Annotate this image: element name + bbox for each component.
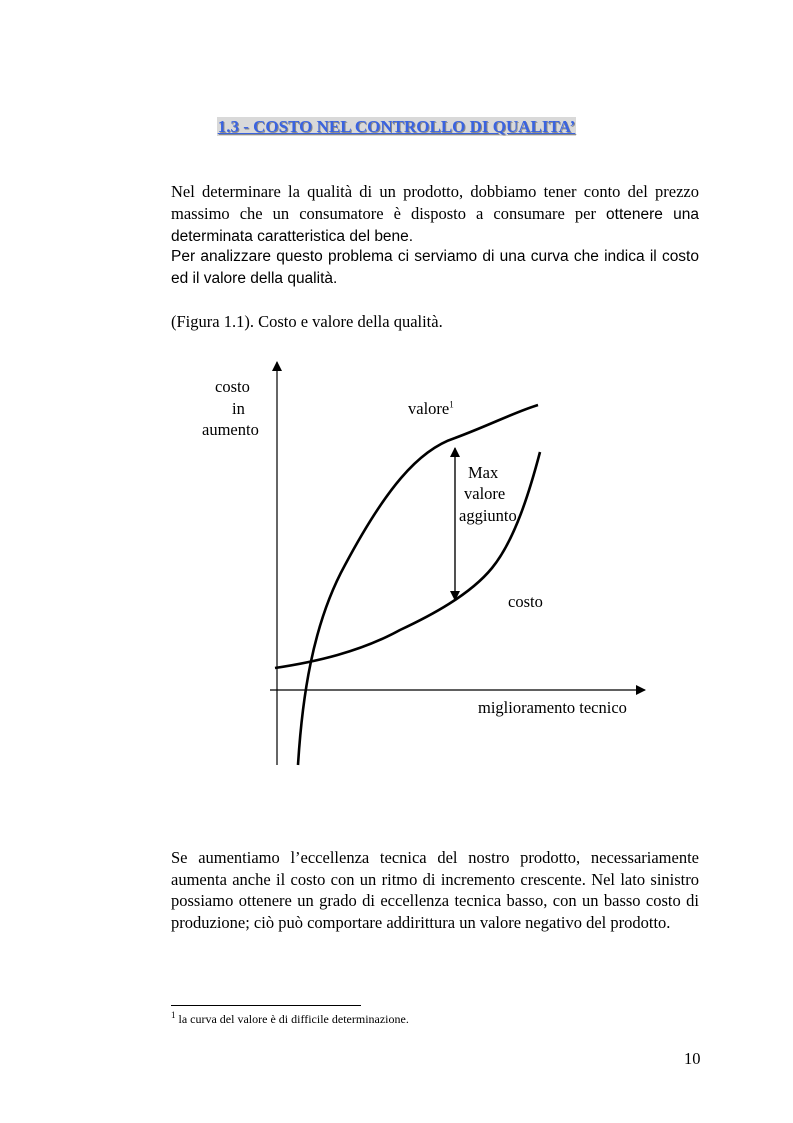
page-number: 10 (684, 1049, 701, 1068)
footnote (171, 1012, 409, 1027)
section-heading-text: 1.3 - COSTO NEL CONTROLLO DI QUALITA’ (217, 117, 576, 136)
paragraph-3: Se aumentiamo l’eccellenza tecnica del nostro prodotto, necessariamente aumenta anche il costo con un ritmo di incremento crescente. Nel lato sinistro possiamo ottenere un grado di eccellenza tecnica basso, con un basso costo di produzione; ciò può comportare addirittura un valore negativo del prodotto. (171, 848, 699, 932)
value-footnote-marker: 1 (449, 399, 454, 410)
x-axis-label: miglioramento tecnico (478, 698, 627, 717)
cost-curve-label: costo (508, 592, 543, 611)
footnote-marker: 1 (171, 1010, 176, 1020)
value-curve-label (408, 398, 454, 419)
paragraph-1-line-1: Nel determinare la qualità di un prodotto, dobbiamo tener conto del prezzo massimo che un consumatore è disposto a consumare per (171, 182, 699, 223)
gap-label-line-3: aggiunto (459, 506, 517, 525)
paragraph-2: Per analizzare questo problema ci serviamo di una curva che indica il costo ed il valore della qualità. (171, 248, 699, 287)
figure-caption: (Figura 1.1). Costo e valore della qualità. (171, 312, 443, 331)
y-axis-label-line-3: aumento (202, 420, 259, 439)
y-axis-label-line-1: costo (215, 377, 250, 396)
y-axis-label-line-2: in (232, 399, 245, 418)
paragraph-1-line-2: ottenere una determinata caratteristica del bene. (171, 205, 700, 246)
footnote-separator (171, 1005, 361, 1006)
value-curve-label-text: valore (408, 399, 450, 418)
gap-label-line-2: valore (464, 484, 506, 503)
gap-label-line-1: Max (468, 463, 499, 482)
footnote-text: la curva del valore è di difficile determinazione. (178, 1012, 409, 1026)
